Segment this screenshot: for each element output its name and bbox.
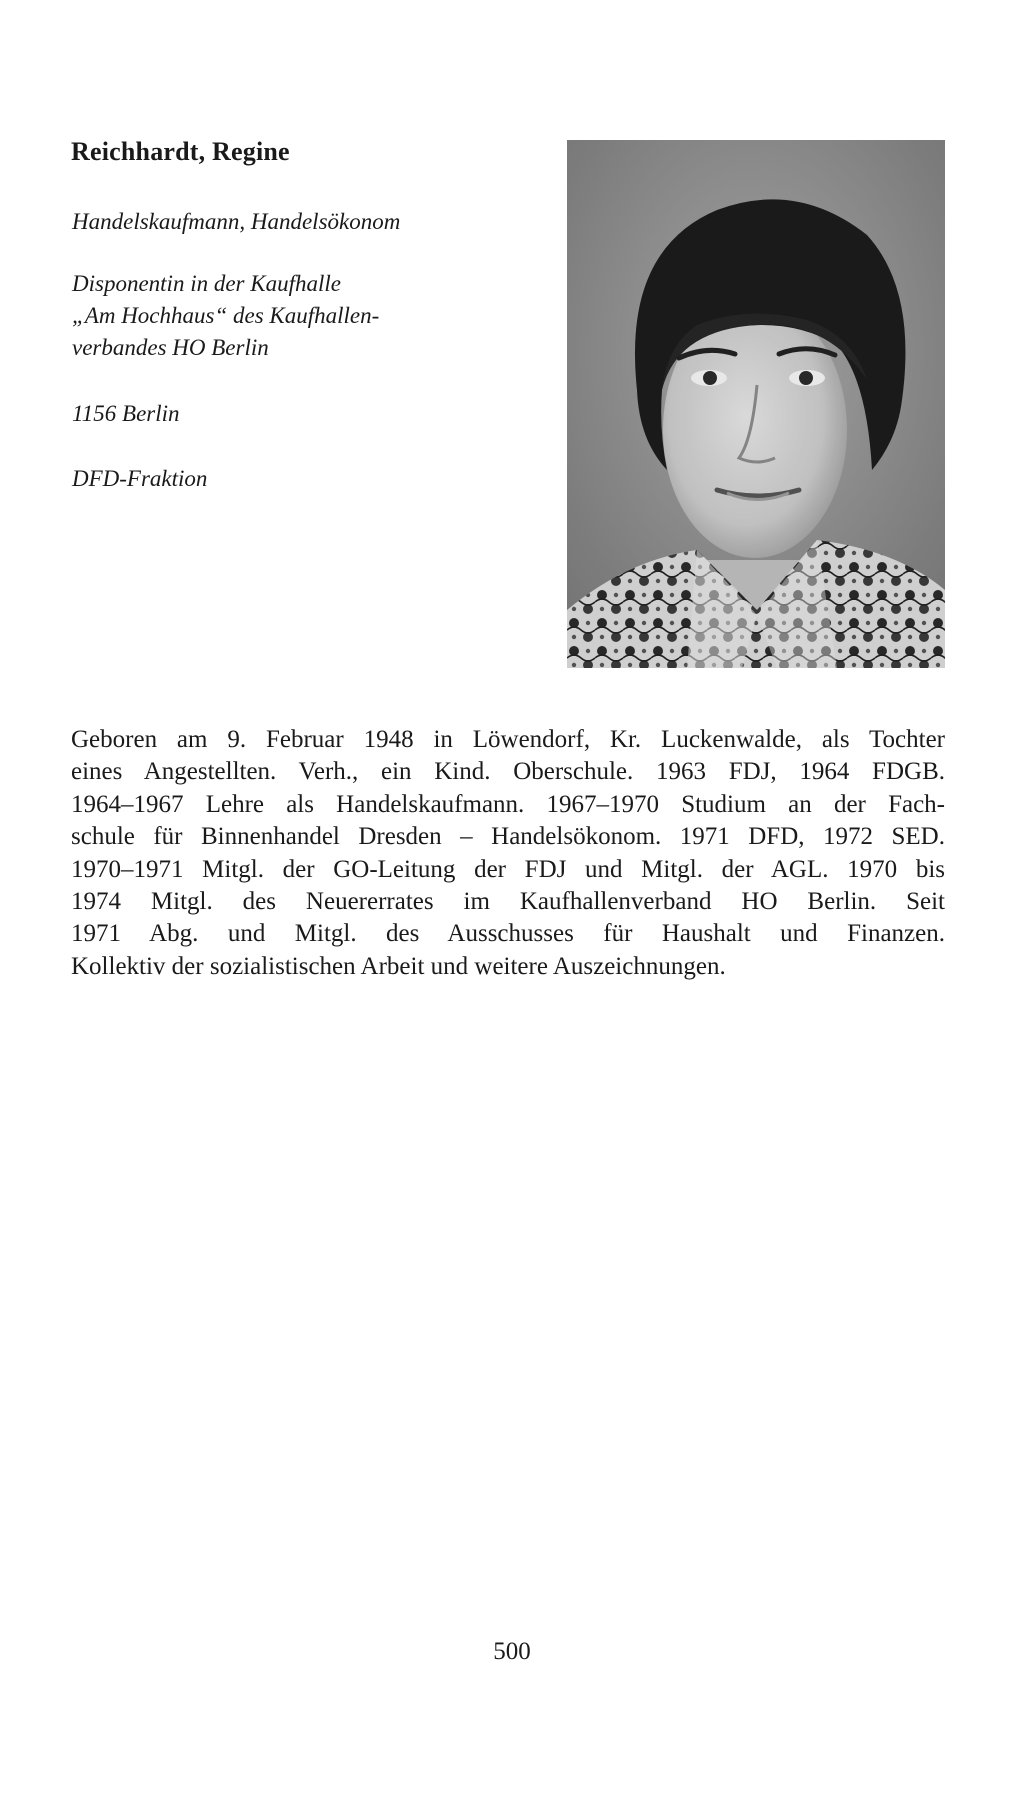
- position-line: Disponentin in der Kaufhalle: [72, 271, 341, 296]
- position-line: verbandes HO Berlin: [72, 335, 269, 360]
- person-name: Reichhardt, Regine: [71, 137, 290, 166]
- bio-line: 1964–1967 Lehre als Handelskaufmann. 1967–1970 Studium an der Fach-: [71, 790, 945, 818]
- bio-line: Geboren am 9. Februar 1948 in Löwendorf, Kr. Luckenwalde, als Tochter: [71, 726, 945, 753]
- bio-line: 1970–1971 Mitgl. der GO-Leitung der FDJ und Mitgl. der AGL. 1970 bis: [71, 855, 945, 883]
- biography: [71, 724, 945, 983]
- position-line: „Am Hochhaus“ des Kaufhallen-: [72, 303, 380, 328]
- city: 1156 Berlin: [72, 401, 180, 426]
- bio-line: Kollektiv der sozialistischen Arbeit und weitere Auszeichnungen.: [71, 952, 726, 980]
- profession: Handelskaufmann, Handelsökonom: [72, 209, 401, 234]
- bio-line: schule für Binnenhandel Dresden – Handelsökonom. 1971 DFD, 1972 SED.: [71, 823, 945, 851]
- portrait-image: [567, 140, 945, 668]
- bio-line: 1971 Abg. und Mitgl. des Ausschusses für Haushalt und Finanzen.: [71, 920, 945, 948]
- portrait-photo: [567, 140, 945, 668]
- bio-line: 1974 Mitgl. des Neuererrates im Kaufhallenverband HO Berlin. Seit: [71, 887, 945, 915]
- bio-line: eines Angestellten. Verh., ein Kind. Oberschule. 1963 FDJ, 1964 FDGB.: [71, 758, 945, 786]
- position: [72, 268, 379, 364]
- page-number: 500: [493, 1638, 531, 1665]
- faction: DFD-Fraktion: [72, 466, 208, 491]
